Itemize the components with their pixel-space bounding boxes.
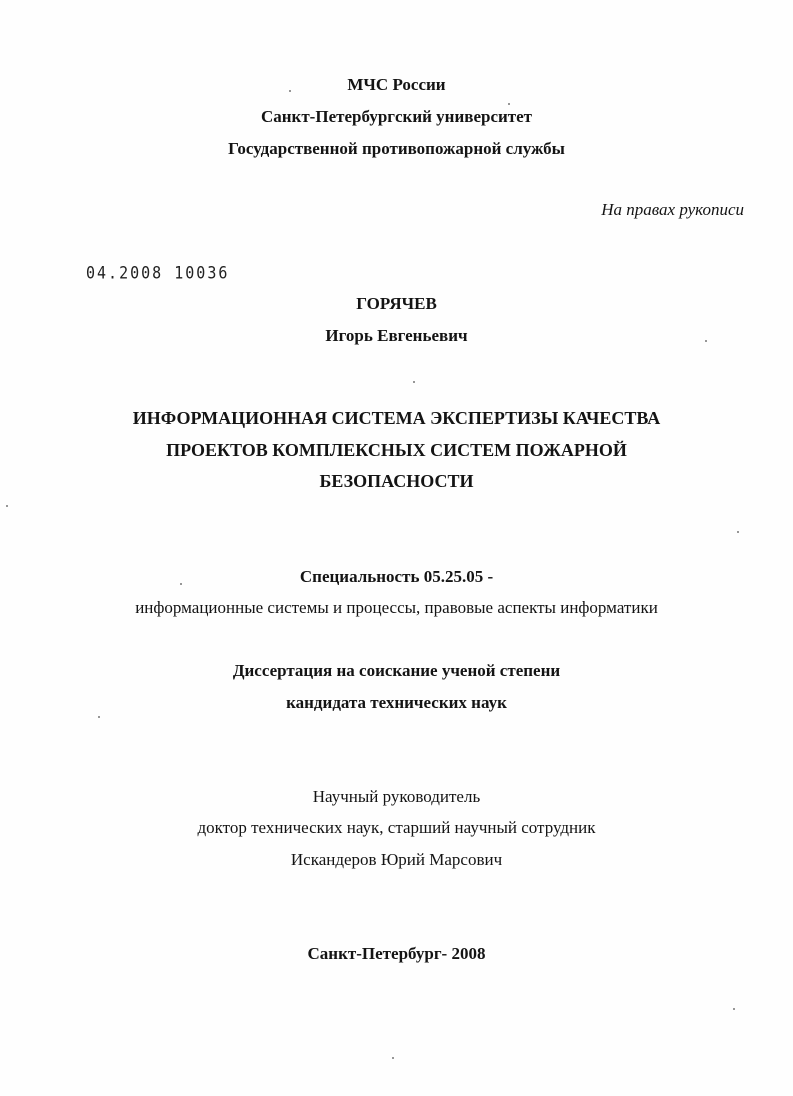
supervisor-credentials: доктор технических наук, старший научный сотрудник <box>197 818 596 837</box>
scan-speck <box>705 340 707 342</box>
university-name: Санкт-Петербургский университет <box>260 107 533 126</box>
scan-speck <box>508 103 510 105</box>
place-and-year: Санкт-Петербург- 2008 <box>307 944 486 963</box>
scan-speck <box>289 90 291 92</box>
scan-speck <box>413 381 415 383</box>
scan-speck <box>392 1057 394 1059</box>
dissertation-title-line-1: ИНФОРМАЦИОННАЯ СИСТЕМА ЭКСПЕРТИЗЫ КАЧЕСТВА <box>132 408 661 428</box>
service-name: Государственной противопожарной службы <box>228 139 565 158</box>
specialty-code: Специальность 05.25.05 - <box>299 567 494 586</box>
supervisor-name: Искандеров Юрий Марсович <box>290 850 503 869</box>
author-given-names: Игорь Евгеньевич <box>325 326 468 345</box>
registry-stamp: 04.2008 10036 <box>86 262 230 284</box>
scan-speck <box>180 583 182 585</box>
specialty-name: информационные системы и процессы, правовые аспекты информатики <box>135 598 658 617</box>
scan-speck <box>737 531 739 533</box>
supervisor-label: Научный руководитель <box>312 787 481 806</box>
manuscript-rights-note: На правах рукописи <box>601 200 744 219</box>
ministry-name: МЧС России <box>347 75 446 94</box>
degree-line-1: Диссертация на соискание ученой степени <box>232 661 561 680</box>
dissertation-title-line-2: ПРОЕКТОВ КОМПЛЕКСНЫХ СИСТЕМ ПОЖАРНОЙ <box>166 440 627 460</box>
scan-speck <box>6 505 8 507</box>
scan-speck <box>733 1008 735 1010</box>
dissertation-title-line-3: БЕЗОПАСНОСТИ <box>319 471 474 491</box>
degree-line-2: кандидата технических наук <box>286 693 507 712</box>
author-surname: ГОРЯЧЕВ <box>356 294 437 313</box>
scan-speck <box>98 716 100 718</box>
